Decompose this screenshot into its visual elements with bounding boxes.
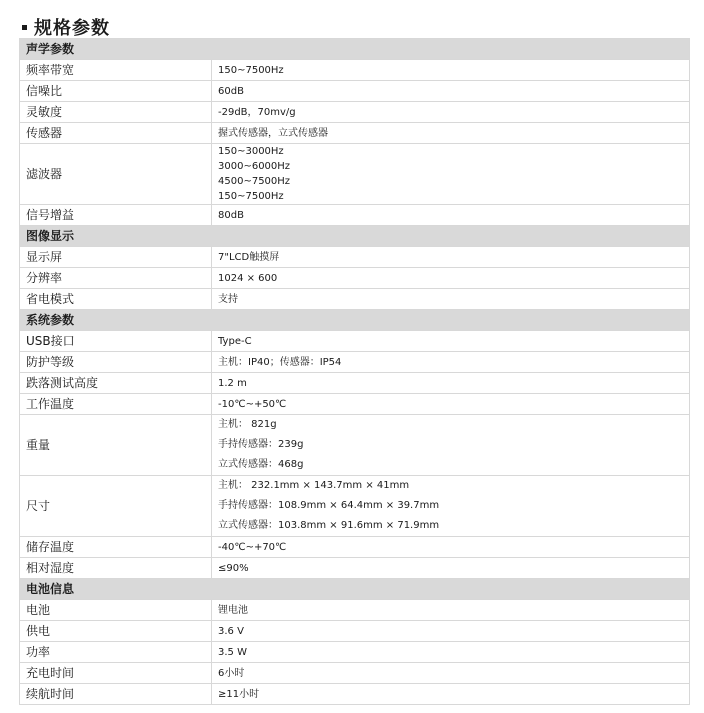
spec-label: 充电时间 <box>20 663 212 684</box>
spec-value <box>212 81 690 102</box>
spec-value <box>212 684 690 705</box>
spec-value-line: 1024 × 600 <box>218 272 278 284</box>
spec-value <box>212 331 690 352</box>
spec-label: 灵敏度 <box>20 102 212 123</box>
spec-row <box>20 373 690 394</box>
spec-value <box>212 373 690 394</box>
page-title-text: 规格参数 <box>34 18 110 39</box>
spec-value-line: 1.2 m <box>218 377 247 389</box>
spec-value-line: ≤90% <box>218 562 249 574</box>
spec-row <box>20 663 690 684</box>
spec-value-line: 150~3000Hz <box>218 146 284 157</box>
spec-label: 防护等级 <box>20 352 212 373</box>
spec-value-line: 握式传感器，立式传感器 <box>218 127 328 139</box>
spec-label: 供电 <box>20 621 212 642</box>
section-header: 电池信息 <box>20 579 690 600</box>
spec-row <box>20 247 690 268</box>
spec-value <box>212 268 690 289</box>
title-bullet-icon <box>22 25 27 30</box>
spec-label: 相对湿度 <box>20 558 212 579</box>
spec-row <box>20 268 690 289</box>
spec-value <box>212 352 690 373</box>
spec-value <box>212 415 690 476</box>
spec-value-line: 主机： 232.1mm × 143.7mm × 41mm <box>218 480 410 491</box>
section-header-row <box>20 39 690 60</box>
spec-value-line: 6小时 <box>218 667 245 679</box>
spec-value <box>212 205 690 226</box>
spec-row <box>20 600 690 621</box>
spec-value <box>212 289 690 310</box>
spec-row <box>20 331 690 352</box>
spec-row <box>20 352 690 373</box>
spec-value-line: 4500~7500Hz <box>218 176 291 187</box>
spec-row <box>20 144 690 205</box>
spec-row <box>20 558 690 579</box>
spec-value-line: 7"LCD触摸屏 <box>218 251 280 263</box>
spec-label: 重量 <box>20 415 212 476</box>
spec-label: 功率 <box>20 642 212 663</box>
spec-value <box>212 60 690 81</box>
spec-label: 分辨率 <box>20 268 212 289</box>
spec-label: 滤波器 <box>20 144 212 205</box>
spec-value-line: 60dB <box>218 85 244 97</box>
spec-label: 省电模式 <box>20 289 212 310</box>
spec-label: 信号增益 <box>20 205 212 226</box>
spec-value <box>212 600 690 621</box>
spec-label: 信噪比 <box>20 81 212 102</box>
spec-value-line: 3.6 V <box>218 625 244 637</box>
spec-value <box>212 394 690 415</box>
spec-row <box>20 537 690 558</box>
spec-row <box>20 81 690 102</box>
spec-label: 电池 <box>20 600 212 621</box>
spec-row <box>20 394 690 415</box>
section-header-row <box>20 310 690 331</box>
spec-value <box>212 537 690 558</box>
spec-value <box>212 663 690 684</box>
spec-value-line: 80dB <box>218 209 244 221</box>
spec-value-line: 主机： 821g <box>218 419 277 430</box>
spec-table-body <box>20 39 690 705</box>
section-header: 系统参数 <box>20 310 690 331</box>
spec-value-line: 3.5 W <box>218 646 247 658</box>
spec-row <box>20 289 690 310</box>
spec-label: USB接口 <box>20 331 212 352</box>
spec-label: 显示屏 <box>20 247 212 268</box>
spec-label: 频率带宽 <box>20 60 212 81</box>
spec-value-line: Type-C <box>218 335 252 347</box>
spec-value <box>212 476 690 537</box>
spec-value-line: 支持 <box>218 293 238 305</box>
spec-row <box>20 621 690 642</box>
page-title <box>22 14 110 40</box>
spec-row <box>20 123 690 144</box>
section-header-row <box>20 226 690 247</box>
spec-row <box>20 476 690 537</box>
spec-label: 储存温度 <box>20 537 212 558</box>
spec-value <box>212 621 690 642</box>
section-header: 声学参数 <box>20 39 690 60</box>
spec-value <box>212 642 690 663</box>
spec-label: 尺寸 <box>20 476 212 537</box>
section-header: 图像显示 <box>20 226 690 247</box>
spec-value <box>212 558 690 579</box>
spec-row <box>20 205 690 226</box>
spec-label: 传感器 <box>20 123 212 144</box>
spec-label: 续航时间 <box>20 684 212 705</box>
spec-row <box>20 60 690 81</box>
spec-label: 跌落测试高度 <box>20 373 212 394</box>
spec-value <box>212 123 690 144</box>
spec-value-line: 手持传感器：108.9mm × 64.4mm × 39.7mm <box>218 500 440 511</box>
spec-value-line: 手持传感器：239g <box>218 439 304 450</box>
spec-value-line: 3000~6000Hz <box>218 161 291 172</box>
spec-value-line: ≥11小时 <box>218 688 260 700</box>
spec-value-line: 立式传感器：468g <box>218 459 304 470</box>
spec-value-line: 锂电池 <box>218 604 248 616</box>
spec-row <box>20 415 690 476</box>
spec-value-line: -29dB，70mv/g <box>218 106 296 118</box>
spec-row <box>20 642 690 663</box>
spec-label: 工作温度 <box>20 394 212 415</box>
spec-value <box>212 144 690 205</box>
spec-value-line: -40℃~+70℃ <box>218 541 287 553</box>
spec-value-line: 150~7500Hz <box>218 64 284 76</box>
spec-value-line: 150~7500Hz <box>218 191 284 202</box>
spec-table <box>19 38 690 705</box>
spec-value-line: 立式传感器：103.8mm × 91.6mm × 71.9mm <box>218 520 440 531</box>
spec-value-line: 主机：IP40；传感器：IP54 <box>218 356 342 368</box>
spec-value <box>212 247 690 268</box>
spec-value <box>212 102 690 123</box>
section-header-row <box>20 579 690 600</box>
spec-row <box>20 102 690 123</box>
spec-row <box>20 684 690 705</box>
spec-value-line: -10℃~+50℃ <box>218 398 287 410</box>
